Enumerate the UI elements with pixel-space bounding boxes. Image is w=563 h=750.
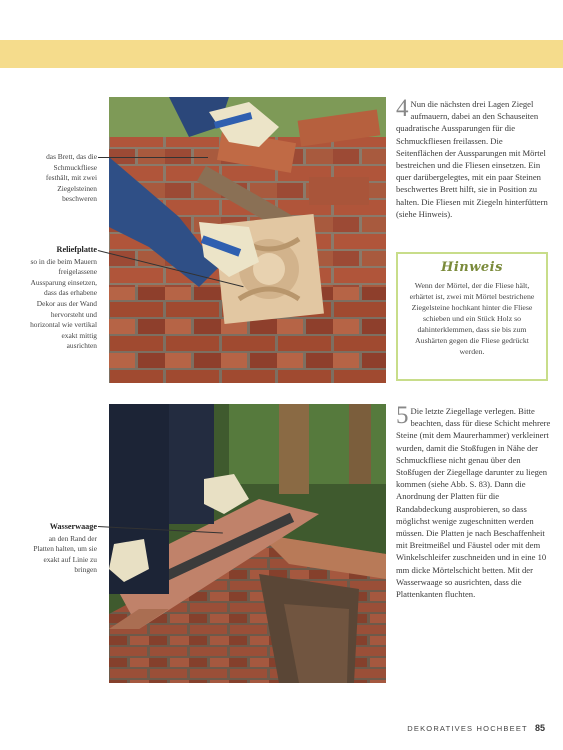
hint-title: Hinweis — [441, 260, 503, 275]
caption-reliefplatte — [30, 245, 97, 352]
step-4-text: Nun die nächsten drei Lagen Ziegel aufmauern, dabei an den Schauseiten quadratische Aussparungen für die Schmuckfliesen freilassen. Die Seitenflächen der Aussparungen mit Mörtel bestreichen und die Fliesen einsetzen. Ein quer darübergelegtes, mit ein paar Steinen beschwertes Brett hilft, sie in Position zu halten. Die Fliesen mit Ziegeln hinterfüttern (siehe Hinweis). — [396, 99, 548, 219]
caption-board — [30, 152, 97, 205]
hint-text: Wenn der Mörtel, der die Fliese hält, erhärtet ist, zwei mit Mörtel bestrichene Ziegelsteine hochkant hinter die Fliese schieben und ein Stück Holz so dahinterklemmen, dass sie bis zum Aushärten gegen die Fliese gedrückt werden. — [409, 281, 535, 356]
caption-reliefplatte-text: so in die beim Mauern freigelassene Aussparung einsetzen, dass das erhabene Dekor aus der Wand hervorsteht und horizontal wie vertikal exakt mittig ausrichten — [30, 256, 97, 351]
caption-reliefplatte-title: Reliefplatte — [56, 245, 97, 254]
page-footer — [407, 723, 545, 733]
step-4-number: 4 — [396, 95, 409, 122]
leader-line-board — [98, 157, 208, 158]
caption-wasserwaage-title: Wasserwaage — [49, 522, 97, 531]
step-5 — [396, 402, 551, 600]
photo-relief-tile — [109, 97, 386, 383]
footer-section-title: DEKORATIVES HOCHBEET — [407, 724, 528, 733]
caption-wasserwaage — [30, 522, 97, 576]
caption-board-text: das Brett, das die Schmuckfliese festhält, mit zwei Ziegelsteinen beschweren — [45, 152, 97, 204]
step-5-text: Die letzte Ziegellage verlegen. Bitte beachten, dass für diese Schicht mehrere Steine (mit dem Maurerhammer) verkleinert wurden, damit die Stoßfugen in Nähe der Schmuckfliese nicht genau über den Stoßfugen der Ziegellage darunter zu liegen kommen (siehe Abb. S. 83). Dann die Anordnung der Platten für die Randabdeckung ausprobieren, so dass möglichst wenige zugeschnitten werden müssen. Die Platten je nach Beschaffenheit mit Breitmeißel und Fäustel oder mit dem Winkelschleifer zuschneiden und in eine 10 mm dicke Mörtelschicht betten. Mit der Wasserwaage so ausrichten, dass die Plattenkanten fluchten. — [396, 406, 551, 600]
header-color-band — [0, 40, 563, 68]
step-5-number: 5 — [396, 402, 409, 429]
caption-wasserwaage-text: an den Rand der Platten halten, um sie exakt auf Linie zu bringen — [33, 533, 97, 575]
step-4 — [396, 95, 551, 220]
hint-box — [396, 252, 548, 381]
page-number: 85 — [534, 723, 545, 733]
photo-spirit-level — [109, 404, 386, 683]
